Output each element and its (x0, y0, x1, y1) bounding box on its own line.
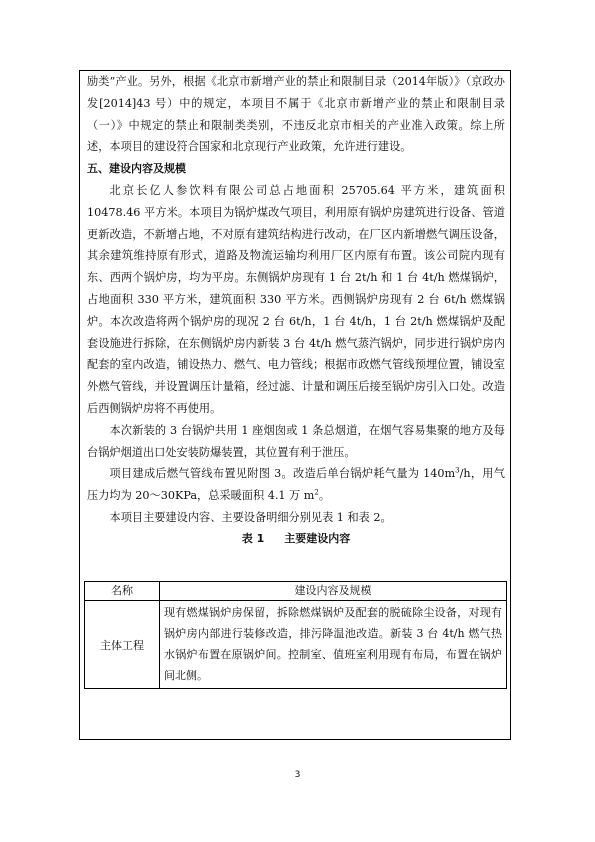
row-content-main-project: 现有燃煤锅炉房保留，拆除燃煤锅炉及配套的脱硫除尘设备，对现有锅炉房内部进行装修改造，排污降温池改造。新装 3 台 4t/h 燃气热水锅炉布置在原锅炉间。控制室、值班室利用现有布局，布置在锅炉间北侧。 (160, 601, 507, 689)
table-caption (87, 529, 505, 549)
page-frame (79, 70, 511, 740)
row-name-main-project: 主体工程 (85, 601, 160, 689)
paragraph-table-reference: 本项目主要建设内容、主要设备明细分别见表 1 和表 2。 (109, 510, 392, 524)
superscript-square: 2 (314, 488, 319, 497)
paragraph-chimney: 本次新装的 3 台锅炉共用 1 座烟囱或 1 条总烟道，在烟气容易集聚的地方及每台锅炉烟道出口处安装防爆装置，其位置有利于泄压。 (87, 423, 505, 459)
table-header-row (85, 582, 507, 601)
construction-content-table (84, 581, 507, 689)
section-heading-construction: 五、建设内容及规模 (87, 162, 186, 176)
paragraph-gas-usage (87, 463, 505, 507)
gas-text-3: 。 (318, 489, 331, 503)
table-caption-title: 主要建设内容 (284, 531, 351, 545)
superscript-cubic: 3 (455, 466, 460, 475)
page-number: 3 (294, 770, 301, 780)
gas-text-1: 项目建成后燃气管线布置见附图 3。改造后单台锅炉耗气量为 140m (109, 467, 456, 481)
body-text (87, 71, 505, 549)
header-content: 建设内容及规模 (160, 582, 507, 601)
table-row (85, 601, 507, 689)
header-name: 名称 (85, 582, 160, 601)
paragraph-project-scale: 北京长亿人参饮料有限公司总占地面积 25705.64 平方米，建筑面积 10478.46 平方米。本项目为锅炉煤改气项目，利用原有锅炉房建筑进行设备、管道更新改造，不新增占地，不对原有建筑结构进行改动，在厂区内新增燃气调压设备，其余建筑维持原有形式，道路及物流运输均利用厂区内原有布置。该公司院内现有东、西两个锅炉房，均为平房。东侧锅炉房现有 1 台 2t/h 和 1 台 4t/h 燃煤锅炉，占地面积 330 平方米，建筑面积 330 平方米。西侧锅炉房现有 2 台 6t/h 燃煤锅炉。本次改造将两个锅炉房的现况 2 台 6t/h，1 台 4t/h，1 台 2t/h 燃煤锅炉及配套设施进行拆除，在东侧锅炉房内新装 3 台 4t/h 燃气蒸汽锅炉，同步进行锅炉房内配套的室内改造，铺设热力、燃气、电力管线；根据市政燃气管线预埋位置，铺设室外燃气管线，并设置调压计量箱，经过滤、计量和调压后接至锅炉房引入口处。改造后西侧锅炉房将不再使用。 (87, 183, 505, 415)
gas-text-2: /h，用气压力均为 20～30KPa，总采暖面积 4.1 万 m (87, 467, 505, 503)
paragraph-industry-policy: 励类”产业。另外，根据《北京市新增产业的禁止和限制目录（2014年版）》（京政办发[2014]43 号）中的规定，本项目不属于《北京市新增产业的禁止和限制目录（一）》中规定的禁止和限制类类别，不违反北京市相关的产业准入政策。综上所述，本项目的建设符合国家和北京现行产业政策，允许进行建设。 (87, 75, 505, 154)
table-caption-number: 表 1 (241, 531, 265, 545)
